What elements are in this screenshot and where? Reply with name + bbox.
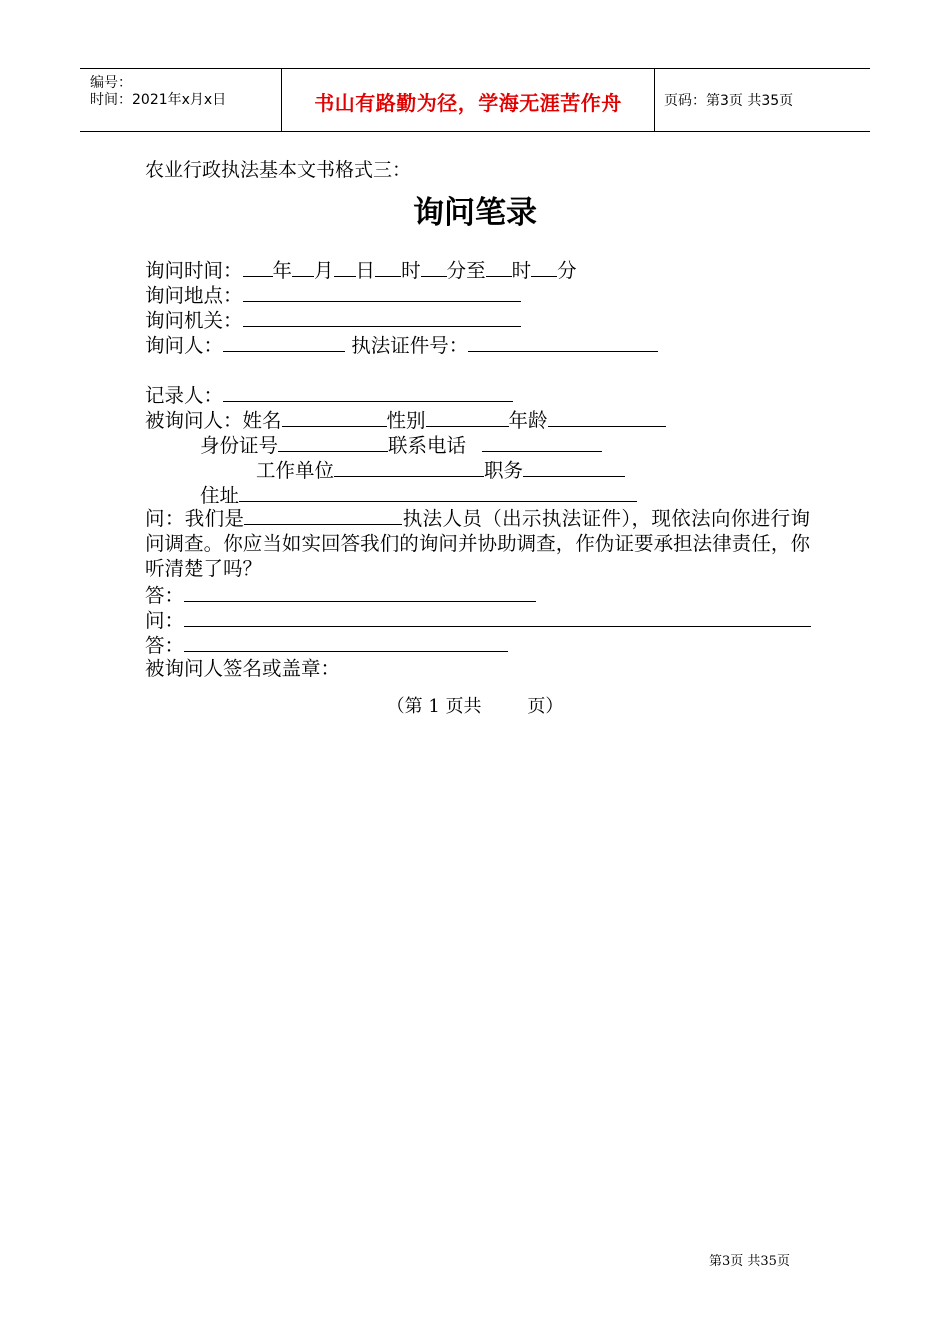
recorder-label: 记录人： bbox=[145, 384, 224, 407]
address-blank[interactable] bbox=[239, 481, 637, 502]
intro-text: 农业行政执法基本文书格式三： bbox=[145, 159, 412, 181]
page-footer: 第3页 共35页 bbox=[709, 1254, 790, 1269]
header-meta-cell bbox=[80, 69, 282, 131]
inquiry-organ-line bbox=[145, 306, 521, 333]
subject-name-label: 被询问人：姓名 bbox=[145, 409, 282, 432]
answer1-blank[interactable] bbox=[184, 581, 536, 602]
agency-blank[interactable] bbox=[244, 504, 402, 525]
header-page-info: 页码：第3页 共35页 bbox=[664, 93, 794, 109]
question2-blank[interactable] bbox=[184, 606, 811, 627]
work-label: 工作单位 bbox=[256, 459, 335, 482]
organ-blank[interactable] bbox=[243, 306, 521, 327]
place-blank[interactable] bbox=[243, 281, 521, 302]
cert-blank[interactable] bbox=[468, 331, 658, 352]
inquirer-line bbox=[145, 331, 658, 358]
inquiry-time-line bbox=[145, 256, 577, 283]
question-prefix: 问：我们是 bbox=[145, 507, 245, 530]
recorder-blank[interactable] bbox=[223, 381, 513, 402]
motto: 书山有路勤为径，学海无涯苦作舟 bbox=[314, 91, 622, 115]
subject-line bbox=[145, 406, 666, 433]
place-label: 询问地点： bbox=[145, 284, 243, 307]
month-blank[interactable] bbox=[292, 256, 314, 277]
header-motto-cell bbox=[282, 69, 655, 131]
minute-blank[interactable] bbox=[421, 256, 447, 277]
question2-line bbox=[145, 606, 811, 633]
signature-label: 被询问人签名或盖章： bbox=[145, 657, 341, 680]
inquirer-blank[interactable] bbox=[223, 331, 345, 352]
age-label: 年龄 bbox=[508, 409, 548, 432]
date-line: 时间：2021年x月x日 bbox=[90, 92, 227, 108]
minute2-label: 分 bbox=[557, 259, 577, 282]
page-count: （第 1 页共 页） bbox=[386, 696, 564, 717]
minute2-blank[interactable] bbox=[531, 256, 557, 277]
hour-label: 时 bbox=[401, 259, 421, 282]
answer2-label: 答： bbox=[145, 634, 185, 657]
answer1-label: 答： bbox=[145, 584, 185, 607]
page-header bbox=[80, 68, 870, 132]
gender-label: 性别 bbox=[386, 409, 426, 432]
signature-line bbox=[145, 656, 340, 681]
hour2-blank[interactable] bbox=[486, 256, 512, 277]
cert-label: 执法证件号： bbox=[351, 334, 469, 357]
year-blank[interactable] bbox=[243, 256, 273, 277]
id-label: 身份证号 bbox=[200, 434, 279, 457]
id-line bbox=[200, 431, 602, 458]
document-title: 询问笔录 bbox=[413, 195, 537, 231]
address-label: 住址 bbox=[200, 484, 240, 507]
month-label: 月 bbox=[314, 259, 334, 282]
answer2-line bbox=[145, 631, 508, 658]
age-blank[interactable] bbox=[548, 406, 666, 427]
position-blank[interactable] bbox=[523, 456, 625, 477]
hour-blank[interactable] bbox=[375, 256, 401, 277]
inquiry-place-line bbox=[145, 281, 521, 308]
hour2-label: 时 bbox=[511, 259, 532, 282]
work-line bbox=[256, 456, 625, 483]
phone-label: 联系电话 bbox=[388, 434, 467, 457]
inquirer-label: 询问人： bbox=[145, 334, 224, 357]
day-blank[interactable] bbox=[334, 256, 356, 277]
doc-number-label: 编号： bbox=[90, 75, 132, 91]
question2-label: 问： bbox=[145, 609, 185, 632]
question-text: 执法人员（出示执法证件），现依法向你进行询问调查。你应当如实回答我们的询问并协助调查，作伪证要承担法律责任，你听清楚了吗？ bbox=[145, 507, 810, 580]
phone-blank[interactable] bbox=[482, 431, 602, 452]
statement-paragraph bbox=[145, 504, 810, 581]
year-label: 年 bbox=[272, 259, 293, 282]
recorder-line bbox=[145, 381, 513, 408]
day-label: 日 bbox=[355, 259, 376, 282]
organ-label: 询问机关： bbox=[145, 309, 243, 332]
minute-to-label: 分至 bbox=[446, 259, 486, 282]
answer1-line bbox=[145, 581, 536, 608]
gender-blank[interactable] bbox=[426, 406, 509, 427]
answer2-blank[interactable] bbox=[184, 631, 508, 652]
id-blank[interactable] bbox=[278, 431, 388, 452]
time-label: 询问时间： bbox=[145, 259, 243, 282]
name-blank[interactable] bbox=[282, 406, 387, 427]
position-label: 职务 bbox=[484, 459, 524, 482]
work-blank[interactable] bbox=[334, 456, 484, 477]
